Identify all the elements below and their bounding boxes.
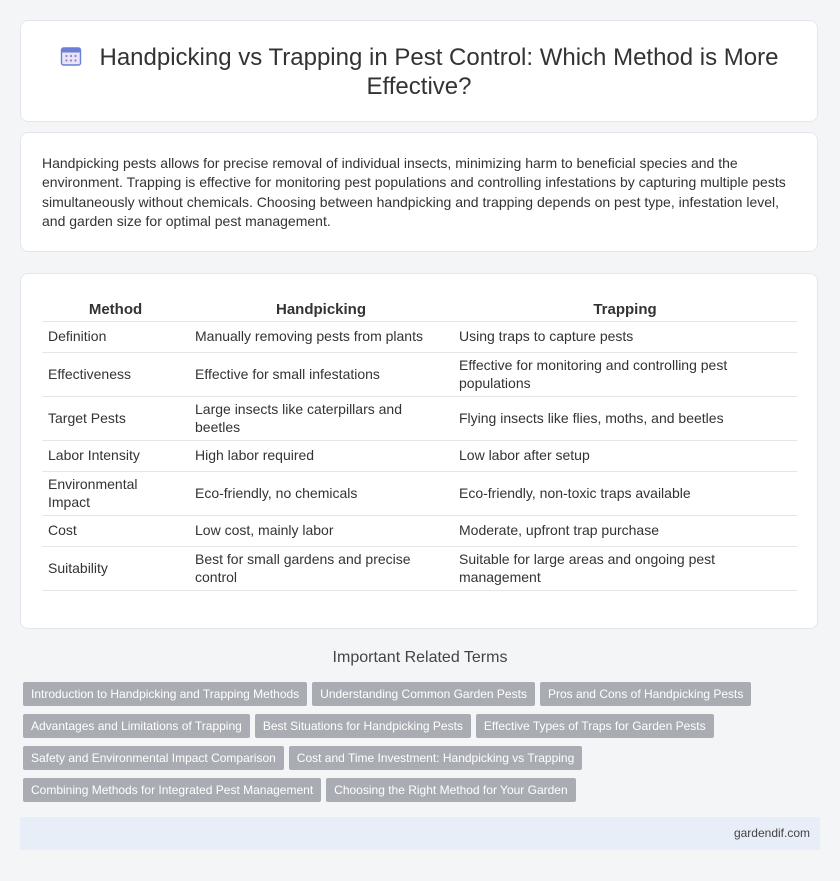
table-row	[42, 322, 797, 353]
related-term-tag[interactable]: Understanding Common Garden Pests	[312, 682, 535, 706]
row-label: Effectiveness	[42, 353, 189, 397]
handpicking-cell: Best for small gardens and precise control	[189, 547, 453, 591]
row-label: Labor Intensity	[42, 441, 189, 472]
related-term-tag[interactable]: Choosing the Right Method for Your Garden	[326, 778, 575, 802]
related-term-tag[interactable]: Effective Types of Traps for Garden Pests	[476, 714, 714, 738]
column-header-method: Method	[42, 297, 189, 322]
related-term-tag[interactable]: Introduction to Handpicking and Trapping Methods	[23, 682, 307, 706]
footer-site-name[interactable]: gardendif.com	[733, 826, 810, 840]
trapping-cell: Eco-friendly, non-toxic traps available	[453, 472, 797, 516]
handpicking-cell: Large insects like caterpillars and beetles	[189, 397, 453, 441]
table-row	[42, 353, 797, 397]
trapping-cell: Using traps to capture pests	[453, 322, 797, 353]
column-header-handpicking: Handpicking	[189, 297, 453, 322]
table-row	[42, 397, 797, 441]
related-term-tag[interactable]: Best Situations for Handpicking Pests	[255, 714, 471, 738]
handpicking-cell: Effective for small infestations	[189, 353, 453, 397]
related-term-tag[interactable]: Advantages and Limitations of Trapping	[23, 714, 250, 738]
related-terms-list	[23, 682, 803, 810]
row-label: Definition	[42, 322, 189, 353]
row-label: Target Pests	[42, 397, 189, 441]
page-title-row	[21, 43, 817, 101]
handpicking-cell: High labor required	[189, 441, 453, 472]
related-terms-heading: Important Related Terms	[332, 649, 508, 666]
related-term-tag[interactable]: Cost and Time Investment: Handpicking vs Trapping	[289, 746, 582, 770]
calendar-icon	[60, 45, 82, 67]
intro-card	[20, 132, 818, 252]
row-label: Cost	[42, 516, 189, 547]
handpicking-cell: Manually removing pests from plants	[189, 322, 453, 353]
table-row	[42, 472, 797, 516]
column-header-trapping: Trapping	[453, 297, 797, 322]
related-term-tag[interactable]: Safety and Environmental Impact Comparison	[23, 746, 284, 770]
intro-paragraph: Handpicking pests allows for precise removal of individual insects, minimizing harm to beneficial species and the environment. Trapping is effective for monitoring pest populations and controlling infestations by capturing multiple pests simultaneously without chemicals. Choosing between handpicking and trapping depends on pest type, infestation level, and garden size for optimal pest management.	[42, 155, 786, 230]
trapping-cell: Effective for monitoring and controlling pest populations	[453, 353, 797, 397]
table-row	[42, 547, 797, 591]
title-card	[20, 20, 818, 122]
page-title: Handpicking vs Trapping in Pest Control: Which Method is More Effective?	[99, 44, 779, 100]
table-header-row	[42, 297, 797, 322]
related-term-tag[interactable]: Pros and Cons of Handpicking Pests	[540, 682, 751, 706]
related-term-tag[interactable]: Combining Methods for Integrated Pest Management	[23, 778, 321, 802]
footer-bar	[20, 817, 820, 850]
trapping-cell: Suitable for large areas and ongoing pest management	[453, 547, 797, 591]
row-label: Suitability	[42, 547, 189, 591]
trapping-cell: Flying insects like flies, moths, and beetles	[453, 397, 797, 441]
handpicking-cell: Eco-friendly, no chemicals	[189, 472, 453, 516]
handpicking-cell: Low cost, mainly labor	[189, 516, 453, 547]
table-row	[42, 516, 797, 547]
trapping-cell: Moderate, upfront trap purchase	[453, 516, 797, 547]
comparison-table	[42, 297, 797, 591]
table-row	[42, 441, 797, 472]
row-label: Environmental Impact	[42, 472, 189, 516]
trapping-cell: Low labor after setup	[453, 441, 797, 472]
comparison-card	[20, 273, 818, 629]
